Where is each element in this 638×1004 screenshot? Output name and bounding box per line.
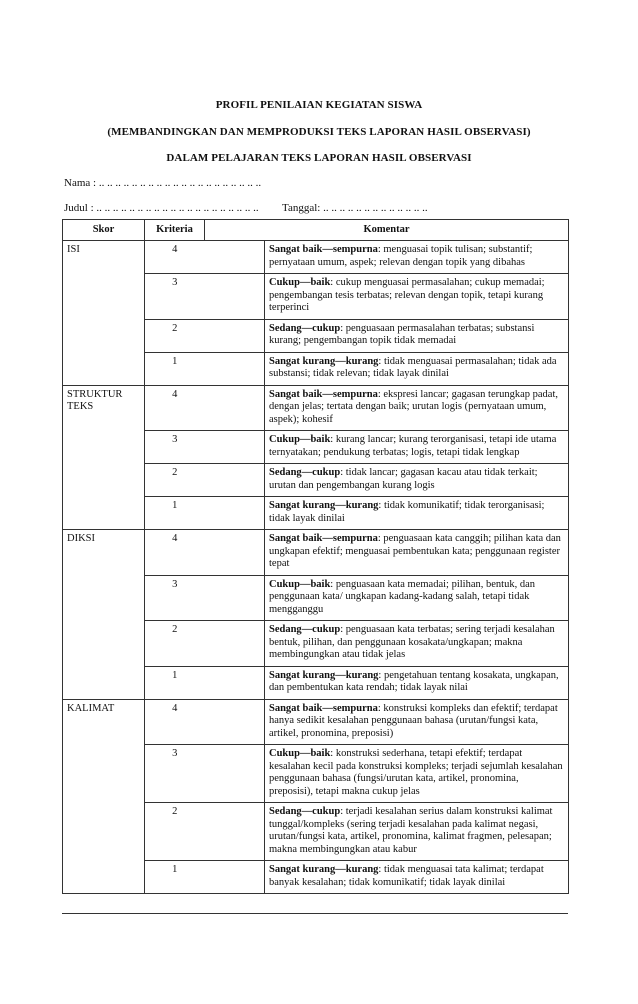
table-row — [63, 274, 569, 320]
aspect-cell: DIKSI — [63, 530, 145, 576]
criterion-description: : terjadi kesalahan serius dalam konstruksi kalimat tunggal/kompleks (sering terjadi kesalahan pada kalimat negasi, urutan/fungsi kata, artikel, pronomina, kalimat fragmen, pelesapan; makna membingungkan atau kabur — [269, 806, 553, 855]
score-cell: 4 — [145, 530, 205, 576]
score-cell: 2 — [145, 464, 205, 497]
aspect-cell — [63, 621, 145, 667]
criterion-label: Cukup—baik — [269, 748, 331, 759]
aspect-cell — [63, 803, 145, 861]
spacer-cell — [205, 319, 265, 352]
score-cell: 2 — [145, 319, 205, 352]
header-komentar: Komentar — [205, 220, 569, 241]
score-cell: 2 — [145, 621, 205, 667]
criterion-label: Cukup—baik — [269, 277, 331, 288]
score-cell: 4 — [145, 385, 205, 431]
criterion-label: Sedang—cukup — [269, 322, 341, 334]
score-cell: 3 — [145, 745, 205, 803]
score-cell: 3 — [145, 431, 205, 464]
table-row — [63, 431, 569, 464]
table-header-row — [63, 220, 569, 241]
document-subtitle-2: DALAM PELAJARAN TEKS LAPORAN HASIL OBSERVASI — [166, 152, 472, 164]
criterion-label: Sedang—cukup — [269, 806, 341, 817]
criterion-description: : konstruksi kompleks dan efektif; terdapat hanya sedikit kesalahan penggunaan bahasa (urutan/fungsi kata, artikel, pronomina, preposisi) — [269, 702, 558, 739]
criterion-label: Cukup—baik — [269, 434, 331, 445]
criterion-description: : menguasai topik tulisan; substantif; pernyataan umum, aspek; relevan dengan topik yang dibahas — [269, 244, 533, 268]
comment-cell — [265, 621, 569, 667]
aspect-cell — [63, 861, 145, 894]
table-row — [63, 666, 569, 699]
table-row — [63, 575, 569, 621]
aspect-cell — [63, 497, 145, 530]
criterion-label: Sedang—cukup — [269, 467, 341, 478]
table-row — [63, 745, 569, 803]
spacer-cell — [205, 352, 265, 385]
criterion-label: Sangat baik—sempurna — [269, 388, 378, 400]
comment-cell — [265, 666, 569, 699]
score-cell: 1 — [145, 352, 205, 385]
aspect-cell — [63, 274, 145, 320]
criterion-label: Sedang—cukup — [269, 624, 341, 635]
header-kriteria: Kriteria — [145, 220, 205, 241]
criterion-description: : konstruksi sederhana, tetapi efektif; terdapat kesalahan kecil pada konstruksi kompleks; terjadi sejumlah kesalahan penggunaan bahasa (fungsi/urutan kata, artikel, pronomina, preposisi), tetapi makna cukup jelas — [269, 748, 563, 797]
score-cell: 1 — [145, 497, 205, 530]
comment-cell — [265, 431, 569, 464]
criterion-label: Sangat kurang—kurang — [269, 669, 379, 681]
aspect-cell: ISI — [63, 241, 145, 274]
spacer-cell — [205, 803, 265, 861]
spacer-cell — [205, 241, 265, 274]
comment-cell — [265, 241, 569, 274]
aspect-cell: STRUKTUR TEKS — [63, 385, 145, 431]
spacer-cell — [205, 666, 265, 699]
spacer-cell — [205, 497, 265, 530]
aspect-cell — [63, 575, 145, 621]
table-row — [63, 530, 569, 576]
comment-cell — [265, 530, 569, 576]
criterion-description: : tidak menguasai permasalahan; tidak ada substansi; tidak relevan; tidak layak dinilai — [269, 355, 557, 379]
name-field: Nama : .. .. .. .. .. .. .. .. .. .. .. .. .. .. .. .. .. .. .. .. — [64, 177, 262, 189]
comment-cell — [265, 385, 569, 431]
table-row — [63, 352, 569, 385]
title-field: Judul : .. .. .. .. .. .. .. .. .. .. .. .. .. .. .. .. .. .. .. .. — [64, 202, 259, 214]
criterion-description: : tidak lancar; gagasan kacau atau tidak terkait; urutan dan pengembangan kurang logis — [269, 467, 538, 491]
criterion-description: : penguasaan permasalahan terbatas; substansi kurang; pengembangan topik tidak memadai — [269, 322, 535, 346]
criterion-description: : penguasaan kata canggih; pilihan kata dan ungkapan efektif; menguasai pembentukan kata; penggunaan register tepat — [269, 533, 561, 569]
spacer-cell — [205, 861, 265, 894]
table-row — [63, 241, 569, 274]
comment-cell — [265, 861, 569, 894]
criterion-description: : pengetahuan tentang kosakata, ungkapan, dan pembentukan kata rendah; tidak layak nilai — [269, 669, 559, 693]
rubric-table — [62, 219, 569, 894]
table-row — [63, 464, 569, 497]
aspect-cell: KALIMAT — [63, 699, 145, 745]
spacer-cell — [205, 274, 265, 320]
score-cell: 3 — [145, 575, 205, 621]
score-cell: 1 — [145, 861, 205, 894]
score-cell: 2 — [145, 803, 205, 861]
spacer-cell — [205, 530, 265, 576]
date-field: Tanggal: .. .. .. .. .. .. .. .. .. .. .. .. .. — [282, 202, 428, 214]
criterion-label: Sangat kurang—kurang — [269, 500, 379, 511]
comment-cell — [265, 575, 569, 621]
table-row — [63, 385, 569, 431]
aspect-cell — [63, 352, 145, 385]
spacer-cell — [205, 745, 265, 803]
comment-cell — [265, 274, 569, 320]
table-row — [63, 319, 569, 352]
aspect-cell — [63, 431, 145, 464]
aspect-cell — [63, 319, 145, 352]
criterion-description: : cukup menguasai permasalahan; cukup memadai; pengembangan tesis terbatas; relevan dengan topik, tetapi kurang terperinci — [269, 277, 545, 313]
comment-cell — [265, 745, 569, 803]
spacer-cell — [205, 431, 265, 464]
criterion-description: : ekspresi lancar; gagasan terungkap padat, dengan jelas; tertata dengan baik; urutan logis (pernyataan umum, aspek); kohesif — [269, 388, 559, 425]
score-cell: 1 — [145, 666, 205, 699]
aspect-cell — [63, 464, 145, 497]
rubric-body — [63, 241, 569, 894]
criterion-description: : tidak komunikatif; tidak terorganisasi; tidak layak dinilai — [269, 500, 545, 524]
document-subtitle: (MEMBANDINGKAN DAN MEMPRODUKSI TEKS LAPORAN HASIL OBSERVASI) — [107, 126, 531, 138]
aspect-cell — [63, 745, 145, 803]
score-cell: 4 — [145, 699, 205, 745]
criterion-description: : penguasaan kata terbatas; sering terjadi kesalahan bentuk, pilihan, dan penggunaan kosakata/ungkapan; makna membingungkan atau tidak jelas — [269, 624, 555, 660]
comment-cell — [265, 699, 569, 745]
comment-cell — [265, 319, 569, 352]
comment-cell — [265, 803, 569, 861]
table-row — [63, 861, 569, 894]
document-title: PROFIL PENILAIAN KEGIATAN SISWA — [215, 99, 423, 111]
criterion-label: Cukup—baik — [269, 578, 331, 590]
table-row — [63, 699, 569, 745]
header-skor: Skor — [63, 220, 145, 241]
table-row — [63, 497, 569, 530]
comment-cell — [265, 497, 569, 530]
criterion-description: : penguasaan kata memadai; pilihan, bentuk, dan penggunaan kata/ ungkapan kadang-kadang salah, tetapi tidak mengganggu — [269, 578, 535, 615]
score-cell: 3 — [145, 274, 205, 320]
spacer-cell — [205, 699, 265, 745]
criterion-description: : kurang lancar; kurang terorganisasi, tetapi ide utama ternyatakan; pendukung terbatas; logis, tetapi tidak lengkap — [269, 434, 557, 458]
comment-cell — [265, 464, 569, 497]
criterion-description: : tidak menguasai tata kalimat; terdapat banyak kesalahan; tidak komunikatif; tidak layak dinilai — [269, 864, 544, 888]
criterion-label: Sangat kurang—kurang — [269, 864, 379, 875]
spacer-cell — [205, 575, 265, 621]
spacer-cell — [205, 385, 265, 431]
comment-cell — [265, 352, 569, 385]
criterion-label: Sangat baik—sempurna — [269, 702, 378, 714]
criterion-label: Sangat baik—sempurna — [269, 533, 378, 544]
table-row — [63, 621, 569, 667]
table-row — [63, 803, 569, 861]
table-bottom-rule — [62, 913, 568, 914]
criterion-label: Sangat kurang—kurang — [269, 355, 379, 367]
spacer-cell — [205, 464, 265, 497]
criterion-label: Sangat baik—sempurna — [269, 244, 378, 255]
spacer-cell — [205, 621, 265, 667]
aspect-cell — [63, 666, 145, 699]
score-cell: 4 — [145, 241, 205, 274]
